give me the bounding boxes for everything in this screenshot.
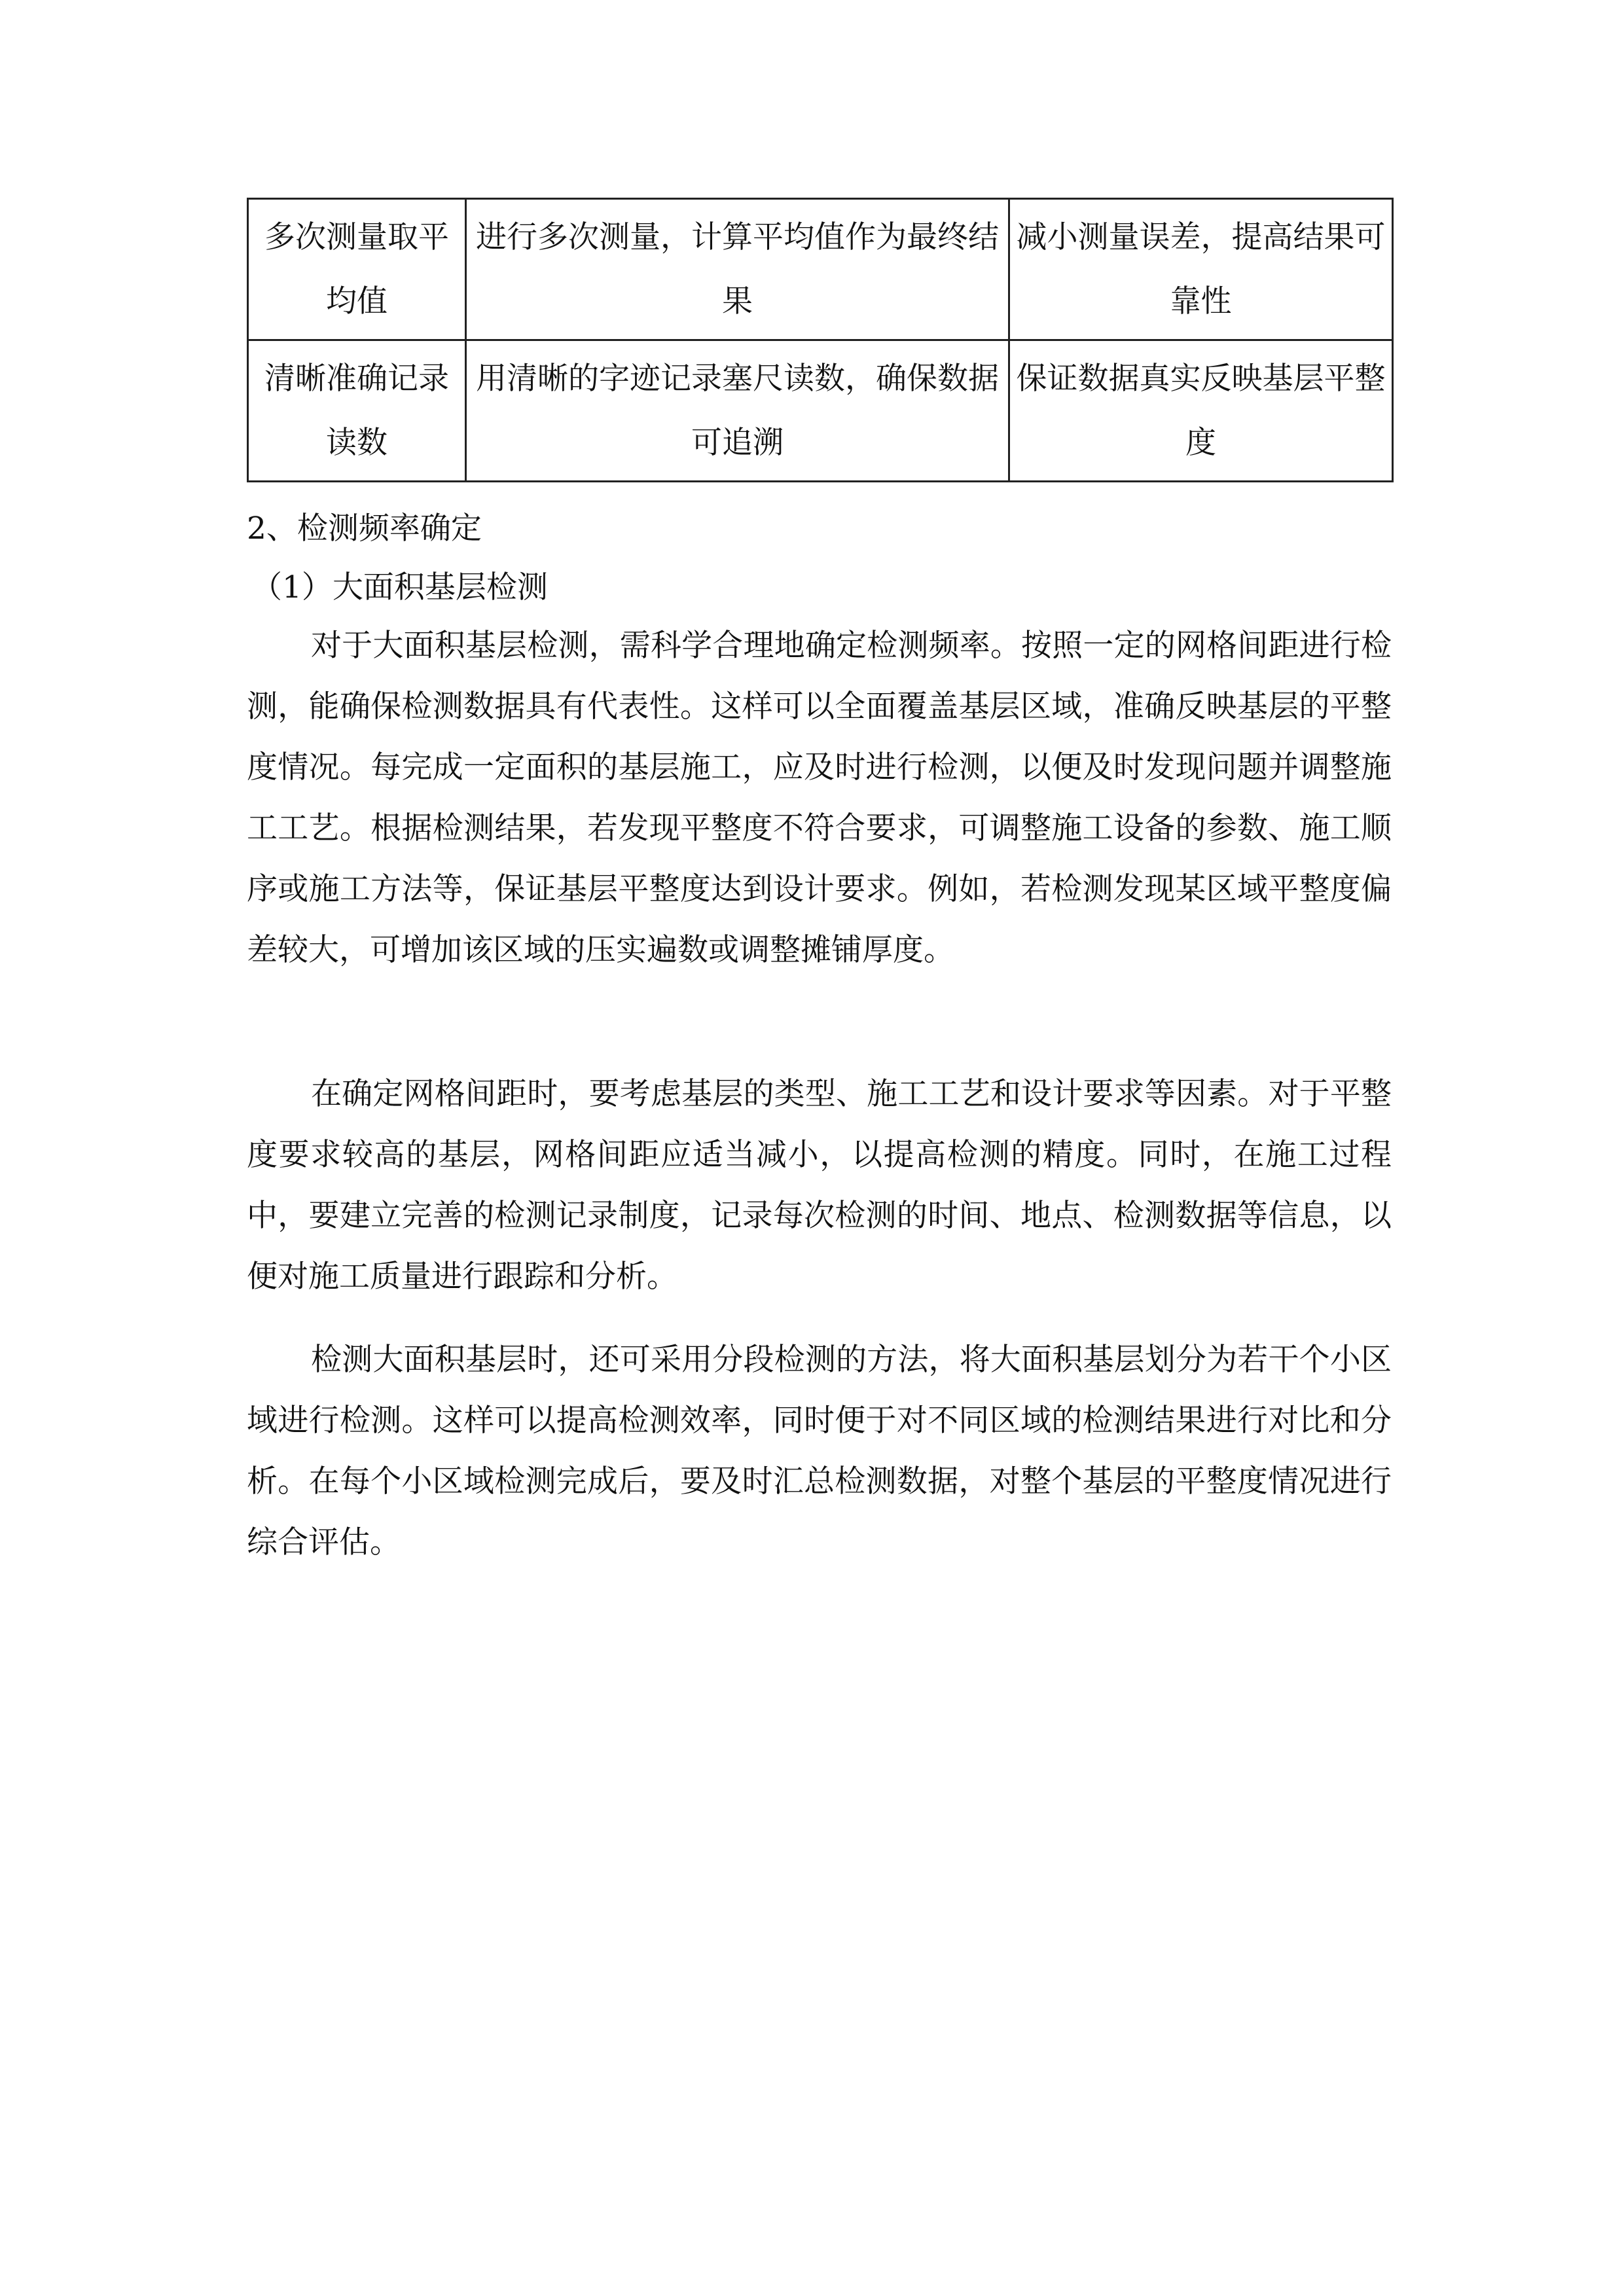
table-cell-method: 多次测量取平均值: [248, 199, 466, 340]
table-row: [248, 340, 1393, 482]
table-cell-method: 清晰准确记录读数: [248, 340, 466, 482]
body-paragraph: 对于大面积基层检测，需科学合理地确定检测频率。按照一定的网格间距进行检测，能确保检测数据具有代表性。这样可以全面覆盖基层区域，准确反映基层的平整度情况。每完成一定面积的基层施工，应及时进行检测，以便及时发现问题并调整施工工艺。根据检测结果，若发现平整度不符合要求，可调整施工设备的参数、施工顺序或施工方法等，保证基层平整度达到设计要求。例如，若检测发现某区域平整度偏差较大，可增加该区域的压实遍数或调整摊铺厚度。: [247, 628, 1392, 968]
table-cell-purpose: 保证数据真实反映基层平整度: [1009, 340, 1393, 482]
body-paragraph: 检测大面积基层时，还可采用分段检测的方法，将大面积基层划分为若干个小区域进行检测。这样可以提高检测效率，同时便于对不同区域的检测结果进行对比和分析。在每个小区域检测完成后，要及时汇总检测数据，对整个基层的平整度情况进行综合评估。: [247, 1342, 1392, 1560]
body-paragraph: 在确定网格间距时，要考虑基层的类型、施工工艺和设计要求等因素。对于平整度要求较高的基层，网格间距应适当减小，以提高检测的精度。同时，在施工过程中，要建立完善的检测记录制度，记录每次检测的时间、地点、检测数据等信息，以便对施工质量进行跟踪和分析。: [247, 1076, 1392, 1295]
table-cell-purpose: 减小测量误差，提高结果可靠性: [1009, 199, 1393, 340]
table-row: [248, 199, 1393, 340]
section-heading: 2、检测频率确定: [247, 511, 482, 547]
measurement-methods-table: [247, 198, 1394, 482]
subsection-heading: （1）大面积基层检测: [251, 569, 548, 605]
table-cell-description: 进行多次测量，计算平均值作为最终结果: [466, 199, 1009, 340]
table-cell-description: 用清晰的字迹记录塞尺读数，确保数据可追溯: [466, 340, 1009, 482]
